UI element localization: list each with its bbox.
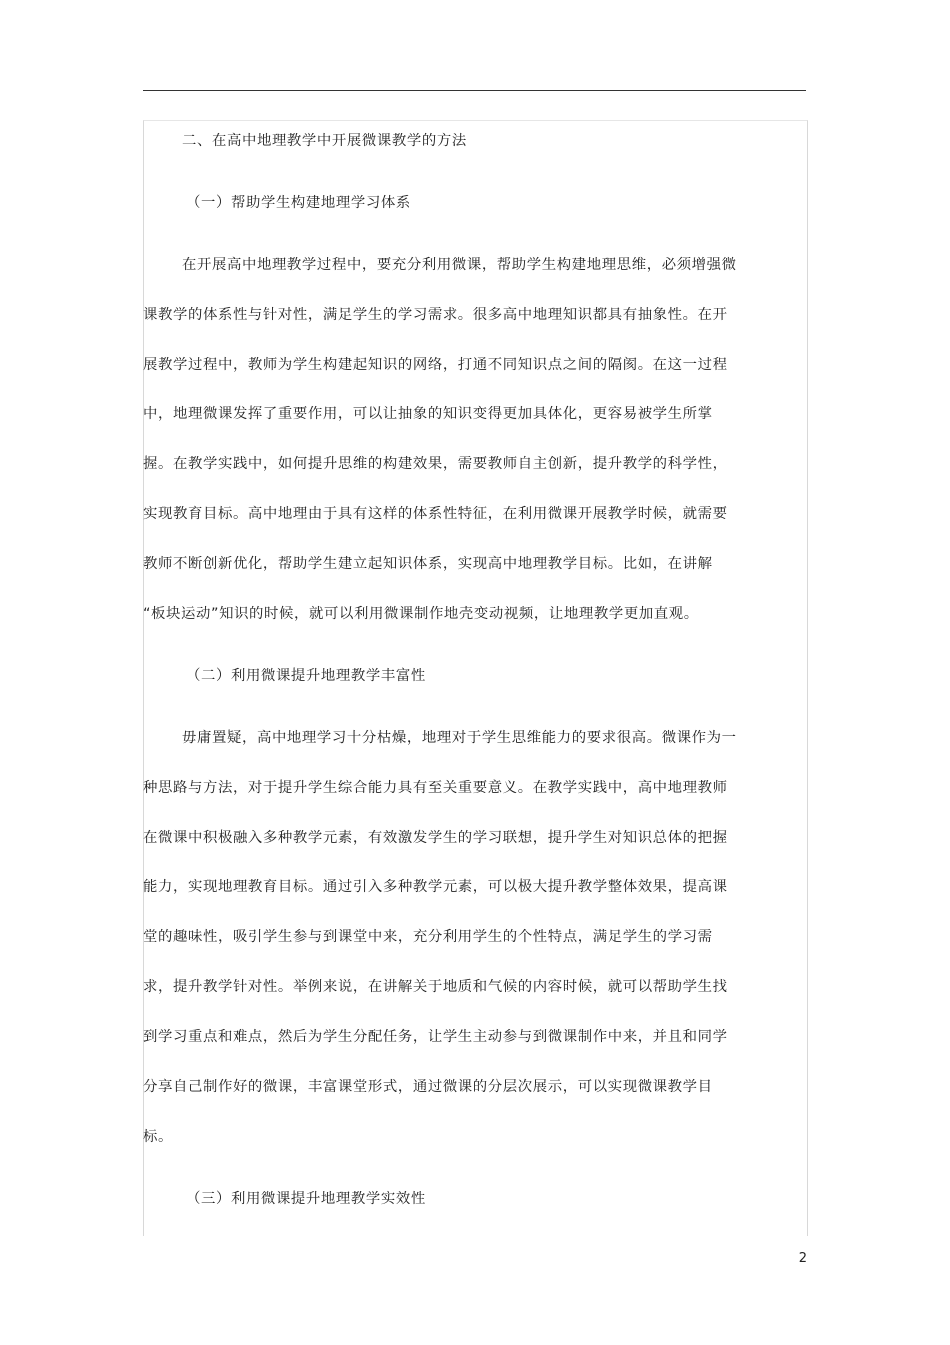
paragraph-1-line: 课教学的体系性与针对性，满足学生的学习需求。很多高中地理知识都具有抽象性。在开 [143,307,728,323]
subsection-title-2: （二）利用微课提升地理教学丰富性 [186,668,426,684]
paragraph-2-line: 到学习重点和难点，然后为学生分配任务，让学生主动参与到微课制作中来，并且和同学 [143,1029,728,1045]
paragraph-1-line: 在开展高中地理教学过程中，要充分利用微课，帮助学生构建地理思维，必须增强微 [182,257,737,273]
paragraph-2-line: 能力，实现地理教育目标。通过引入多种教学元素，可以极大提升教学整体效果，提高课 [143,879,728,895]
header-rule [143,90,806,91]
paragraph-2-line: 求，提升教学针对性。举例来说，在讲解关于地质和气候的内容时候，就可以帮助学生找 [143,979,728,995]
paragraph-2-line: 在微课中积极融入多种教学元素，有效激发学生的学习联想，提升学生对知识总体的把握 [143,830,728,846]
paragraph-2-line: 堂的趣味性，吸引学生参与到课堂中来，充分利用学生的个性特点，满足学生的学习需 [143,929,713,945]
paragraph-1-line: 实现教育目标。高中地理由于具有这样的体系性特征，在利用微课开展教学时候，就需要 [143,506,728,522]
paragraph-1-line: 握。在教学实践中，如何提升思维的构建效果，需要教师自主创新，提升教学的科学性， [143,456,728,472]
paragraph-1-line: 中，地理微课发挥了重要作用，可以让抽象的知识变得更加具体化，更容易被学生所掌 [143,406,713,422]
paragraph-2-line: 分享自己制作好的微课，丰富课堂形式，通过微课的分层次展示，可以实现微课教学目 [143,1079,713,1095]
section-heading: 二、在高中地理教学中开展微课教学的方法 [182,133,467,149]
paragraph-2-line: 种思路与方法，对于提升学生综合能力具有至关重要意义。在教学实践中，高中地理教师 [143,780,728,796]
paragraph-2-line: 标。 [143,1129,173,1145]
subsection-title-3: （三）利用微课提升地理教学实效性 [186,1191,426,1207]
subsection-title-1: （一）帮助学生构建地理学习体系 [186,195,411,211]
page-number: 2 [798,1251,807,1266]
paragraph-1-line: “板块运动”知识的时候，就可以利用微课制作地壳变动视频，让地理教学更加直观。 [143,606,699,622]
paragraph-1-line: 展教学过程中，教师为学生构建起知识的网络，打通不同知识点之间的隔阂。在这一过程 [143,357,728,373]
paragraph-1-line: 教师不断创新优化，帮助学生建立起知识体系，实现高中地理教学目标。比如，在讲解 [143,556,713,572]
paragraph-2-line: 毋庸置疑，高中地理学习十分枯燥，地理对于学生思维能力的要求很高。微课作为一 [182,730,737,746]
